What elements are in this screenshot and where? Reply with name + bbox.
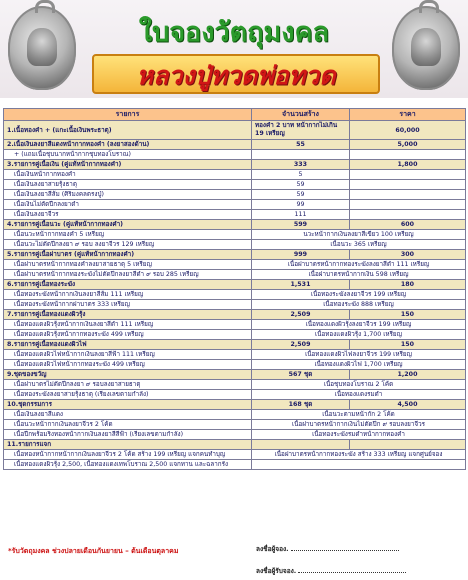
item-name-cell: 10.ชุดกรรมการ bbox=[4, 400, 252, 410]
page-title: ใบจองวัตถุมงคล bbox=[138, 17, 330, 48]
table-row bbox=[4, 150, 466, 160]
table-row bbox=[4, 460, 466, 470]
table-row bbox=[4, 210, 466, 220]
price-cell: 1,200 bbox=[350, 370, 466, 380]
section-row bbox=[4, 440, 466, 450]
price-cell: 180 bbox=[350, 280, 466, 290]
table-body bbox=[4, 121, 466, 470]
item-detail-cell: เนื้อทองแดงผิวรุ้งลงยาจีวร 199 เหรียญ bbox=[252, 320, 466, 330]
item-name-cell: เนื้อฝาบาตรไม่ตัดปีกลงยา ๙ รอบลงยาสายธาตุ bbox=[4, 380, 252, 390]
buyer-signature bbox=[256, 544, 399, 554]
quantity-cell: 168 ชุด bbox=[252, 400, 350, 410]
quantity-cell: 55 bbox=[252, 140, 350, 150]
section-row bbox=[4, 121, 466, 140]
item-detail-cell: เนื้อฝาบาตรหน้ากากเงิน 598 เหรียญ bbox=[252, 270, 466, 280]
item-detail-cell: เนื้อนวะ 365 เหรียญ bbox=[252, 240, 466, 250]
item-detail-cell: เนื้อทองแดงผิวรุ้ง 1,700 เหรียญ bbox=[252, 330, 466, 340]
item-name-cell: เนื้อนวะไม่ตัดปีกลงยา ๙ รอบ ลงยาจีวร 129 เหรียญ bbox=[4, 240, 252, 250]
quantity-cell: 567 ชุด bbox=[252, 370, 350, 380]
table-row bbox=[4, 350, 466, 360]
item-detail-cell: นวะหน้ากากเงินลงยาสีเขียว 100 เหรียญ bbox=[252, 230, 466, 240]
table-row bbox=[4, 170, 466, 180]
price-cell: 150 bbox=[350, 310, 466, 320]
item-detail-cell: เนื้อทองระฆัง 888 เหรียญ bbox=[252, 300, 466, 310]
item-name-cell: 4.รายการคู่เนื้อนวะ (คู่แท้หน้ากากทองคำ) bbox=[4, 220, 252, 230]
table-row bbox=[4, 230, 466, 240]
header-banner bbox=[0, 0, 468, 98]
section-row bbox=[4, 250, 466, 260]
item-name-cell: เนื้อทองหน้ากากหน้ากากเงินลงยาจีวร 2 โค้ด สร้าง 199 เหรียญ แจกคนทำบุญ bbox=[4, 450, 252, 460]
item-name-cell: 7.รายการคู่เนื้อทองแดงผิวรุ้ง bbox=[4, 310, 252, 320]
item-detail-cell: เนื้อนวะตามหน้ากัก 2 โค้ด bbox=[252, 410, 466, 420]
table-row bbox=[4, 270, 466, 280]
section-row bbox=[4, 140, 466, 150]
price-cell: 60,000 bbox=[350, 121, 466, 140]
item-name-cell: เนื้อทองแดงผิวไฟหน้ากากทองระฆัง 499 เหรียญ bbox=[4, 360, 252, 370]
item-name-cell: 3.รายการคู่เนื้อเงิน (คู่แท้หน้ากากทองคำ) bbox=[4, 160, 252, 170]
table-row bbox=[4, 200, 466, 210]
section-row bbox=[4, 220, 466, 230]
buyer-signature-line[interactable] bbox=[291, 550, 399, 551]
quantity-cell: 333 bbox=[252, 160, 350, 170]
medal-loop-icon bbox=[35, 0, 55, 13]
item-detail-cell: เนื้อทองระฆังรมดำหน้ากากทองคำ bbox=[252, 430, 466, 440]
quantity-cell: 2,509 bbox=[252, 310, 350, 320]
receiver-signature bbox=[256, 566, 406, 576]
table-row bbox=[4, 380, 466, 390]
section-row bbox=[4, 280, 466, 290]
amulet-medal-right-image bbox=[392, 6, 460, 90]
item-name-cell: เนื้อทองระฆังลงยาสายรุ้งธาตุ (เรียงเลขตามกำลัง) bbox=[4, 390, 252, 400]
item-name-cell: เนื้อทองแดงผิวรุ้ง 2,500, เนื้อทองแดงเทพโบราณ 2,500 แจกทาน และฉลากรัง bbox=[4, 460, 252, 470]
price-cell: 150 bbox=[350, 340, 466, 350]
item-name-cell: 5.รายการคู่เนื้อฝาบาตร (คู่แท้หน้ากากทองคำ) bbox=[4, 250, 252, 260]
item-name-cell: เนื้อทองแดงผิวไฟหน้ากากเงินลงยาสีฟ้า 111 เหรียญ bbox=[4, 350, 252, 360]
table-row bbox=[4, 290, 466, 300]
quantity-cell: 5 bbox=[252, 170, 350, 180]
item-name-cell: 11.รายการแจก bbox=[4, 440, 252, 450]
table-row bbox=[4, 300, 466, 310]
item-name-cell: เนื้อเงินลงยาจีวร bbox=[4, 210, 252, 220]
amulet-medal-left-image bbox=[8, 6, 76, 90]
item-name-cell: เนื้อทองระฆังหน้ากากเงินลงยาสีส้ม 111 เหรียญ bbox=[4, 290, 252, 300]
price-table bbox=[3, 108, 466, 470]
table-row bbox=[4, 420, 466, 430]
price-cell: 5,000 bbox=[350, 140, 466, 150]
page-subtitle: หลวงปู่ทวดพ่อทวด bbox=[136, 61, 336, 90]
quantity-cell: 99 bbox=[252, 200, 350, 210]
item-name-cell: เนื้อทองแดงผิวรุ้งหน้ากากทองระฆัง 499 เหรียญ bbox=[4, 330, 252, 340]
item-name-cell: เนื้อเงินไม่ตัดปีกลงยาดำ bbox=[4, 200, 252, 210]
price-cell: 1,800 bbox=[350, 160, 466, 170]
pickup-note: *รับวัตถุมงคล ช่วงปลายเดือนกันยายน – ต้นเดือนตุลาคม bbox=[8, 547, 179, 555]
price-cell bbox=[350, 150, 466, 160]
item-detail-cell: เนื้อฝาบาตรหน้ากากทองระฆัง สร้าง 333 เหรียญ แจกศูนย์จอง bbox=[252, 450, 466, 460]
section-row bbox=[4, 400, 466, 410]
monk-figure-icon bbox=[27, 28, 57, 66]
monk-figure-icon bbox=[411, 28, 441, 66]
item-name-cell: เนื้อเงินลงยาสีแดง bbox=[4, 410, 252, 420]
item-name-cell: เนื้อฝาบาตรหน้ากากทองระฆังไม่ตัดปีกลงยาสีดำ ๙ รอบ 285 เหรียญ bbox=[4, 270, 252, 280]
item-name-cell: เนื้อนวะหน้ากากเงินลงยาจีวร 2 โค้ด bbox=[4, 420, 252, 430]
receiver-signature-label: ลงชื่อผู้รับจอง. bbox=[256, 567, 297, 575]
section-row bbox=[4, 310, 466, 320]
item-detail-cell: เนื้อทองระฆังลงยาจีวร 199 เหรียญ bbox=[252, 290, 466, 300]
item-name-cell: เนื้อฝาบาตรหน้ากากทองคำลงยาสายธาตุ 5 เหรียญ bbox=[4, 260, 252, 270]
table-row bbox=[4, 260, 466, 270]
item-name-cell: เนื้อนวะหน้ากากทองคำ 5 เหรียญ bbox=[4, 230, 252, 240]
item-name-cell: 2.เนื้อเงินลงยาสีแดงหน้ากากทองคำ (ลงยาสองด้าน) bbox=[4, 140, 252, 150]
item-name-cell: 8.รายการคู่เนื้อทองแดงผิวไฟ bbox=[4, 340, 252, 350]
receiver-signature-line[interactable] bbox=[298, 572, 406, 573]
column-header-quantity: จำนวนสร้าง bbox=[252, 109, 350, 121]
quantity-cell: 1,531 bbox=[252, 280, 350, 290]
item-detail-cell bbox=[252, 460, 466, 470]
price-cell bbox=[350, 180, 466, 190]
quantity-cell: 599 bbox=[252, 220, 350, 230]
quantity-cell: 111 bbox=[252, 210, 350, 220]
medal-loop-icon bbox=[419, 0, 439, 13]
item-name-cell: 6.รายการคู่เนื้อทองระฆัง bbox=[4, 280, 252, 290]
quantity-cell: 59 bbox=[252, 190, 350, 200]
column-header-price: ราคา bbox=[350, 109, 466, 121]
buyer-signature-label: ลงชื่อผู้จอง. bbox=[256, 545, 289, 553]
item-name-cell: เนื้อเงินหน้ากากทองคำ bbox=[4, 170, 252, 180]
price-cell: 300 bbox=[350, 250, 466, 260]
table-row bbox=[4, 240, 466, 250]
item-name-cell: เนื้อเงินลงยาสีส้ม (ศิริมงคลตรงปู่) bbox=[4, 190, 252, 200]
price-cell bbox=[350, 210, 466, 220]
section-row bbox=[4, 160, 466, 170]
table-row bbox=[4, 180, 466, 190]
table-row bbox=[4, 190, 466, 200]
quantity-cell bbox=[252, 150, 350, 160]
table-row bbox=[4, 430, 466, 440]
column-header-item: รายการ bbox=[4, 109, 252, 121]
item-name-cell: เนื้อเงินลงยาสายรุ้งธาตุ bbox=[4, 180, 252, 190]
price-cell: 4,500 bbox=[350, 400, 466, 410]
item-detail-cell: เนื้อทองแดงผิวไฟ 1,700 เหรียญ bbox=[252, 360, 466, 370]
table-row bbox=[4, 390, 466, 400]
item-detail-cell: เนื้อทองแดงผิวไฟลงยาจีวร 199 เหรียญ bbox=[252, 350, 466, 360]
quantity-cell: 999 bbox=[252, 250, 350, 260]
quantity-cell: 2,509 bbox=[252, 340, 350, 350]
item-name-cell: เนื้อทองระฆังหน้ากากฝาบาตร 333 เหรียญ bbox=[4, 300, 252, 310]
table-row bbox=[4, 360, 466, 370]
section-row bbox=[4, 340, 466, 350]
item-name-cell: + (แถมเนื้อชุบนากหน้ากากชุบทองโบราณ) bbox=[4, 150, 252, 160]
quantity-cell bbox=[252, 440, 350, 450]
quantity-cell: ทองคำ 2 บาท หน้ากากไม่เกิน 19 เหรียญ bbox=[252, 121, 350, 140]
table-row bbox=[4, 410, 466, 420]
price-cell bbox=[350, 440, 466, 450]
quantity-cell: 59 bbox=[252, 180, 350, 190]
price-cell: 600 bbox=[350, 220, 466, 230]
table-row bbox=[4, 320, 466, 330]
item-name-cell: 1.เนื้อทองคำ + (แกะเนื้อเงินพระธาตุ) bbox=[4, 121, 252, 140]
price-cell bbox=[350, 170, 466, 180]
table-row bbox=[4, 450, 466, 460]
item-name-cell: 9.ชุดของขวัญ bbox=[4, 370, 252, 380]
price-cell bbox=[350, 190, 466, 200]
section-row bbox=[4, 370, 466, 380]
item-name-cell: เนื้อปีกพร้อมริงทองหน้ากากเงินลงยาสีสีฟ้า (เรียงเลขตามกำลัง) bbox=[4, 430, 252, 440]
table-row bbox=[4, 330, 466, 340]
price-cell bbox=[350, 200, 466, 210]
item-detail-cell: เนื้อทองแดงรมดำ bbox=[252, 390, 466, 400]
item-name-cell: เนื้อทองแดงผิวรุ้งหน้ากากเงินลงยาสีดำ 111 เหรียญ bbox=[4, 320, 252, 330]
item-detail-cell: เนื้อชุบทองโบราณ 2 โค้ด bbox=[252, 380, 466, 390]
item-detail-cell: เนื้อฝาบาตรหน้ากากทองระฆังลงยาสีดำ 111 เหรียญ bbox=[252, 260, 466, 270]
table-header-row bbox=[4, 109, 466, 121]
item-detail-cell: เนื้อฝาบาตรหน้ากากเงินไม่ตัดปีก ๙ รอบลงยาจีวร bbox=[252, 420, 466, 430]
